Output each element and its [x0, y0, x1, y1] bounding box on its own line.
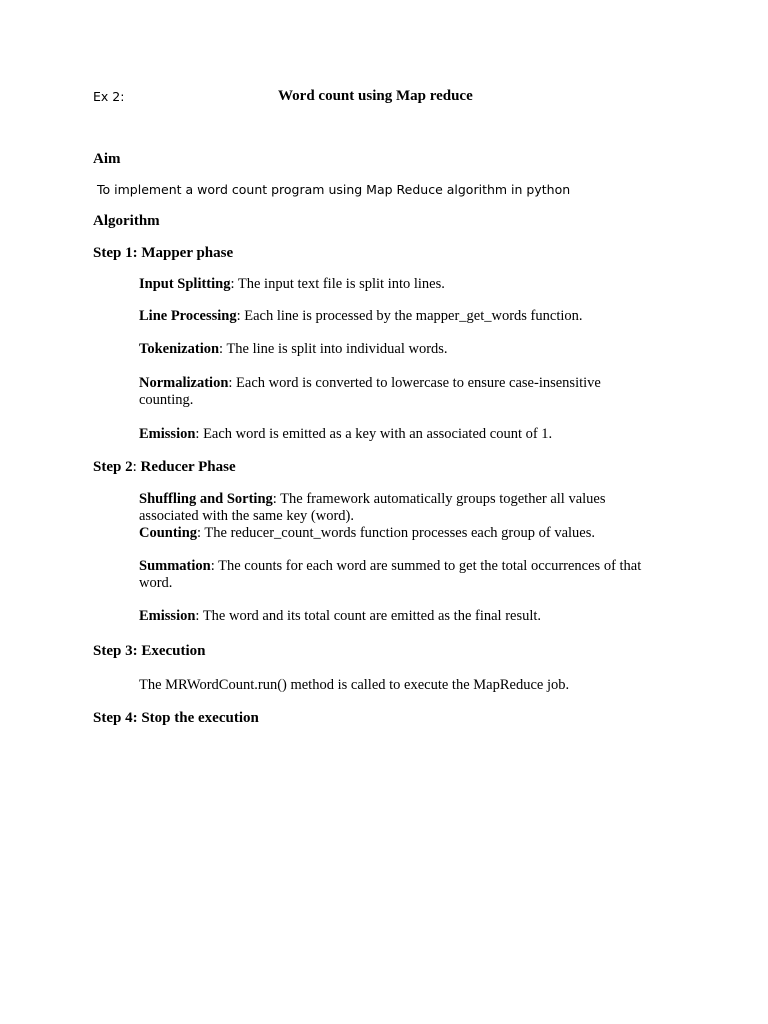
item-desc: : The counts for each word are summed to get the total occurrences of that word. — [139, 558, 642, 591]
step1-item-tokenization — [139, 341, 664, 358]
item-term: Summation — [139, 558, 211, 574]
step3-heading: Step 3: Execution — [93, 643, 206, 659]
item-desc: : The word and its total count are emitted as the final result. — [195, 608, 542, 624]
step1-item-input-splitting — [139, 276, 664, 293]
step2-title: Reducer Phase — [140, 459, 236, 475]
aim-text: To implement a word count program using Map Reduce algorithm in python — [97, 182, 571, 197]
item-desc: : Each word is emitted as a key with an associated count of 1. — [195, 426, 553, 442]
step1-heading: Step 1: Mapper phase — [93, 245, 234, 261]
step2-colon: : — [132, 459, 141, 475]
item-term: Emission — [139, 608, 196, 624]
step2-label: Step 2 — [93, 459, 133, 475]
item-desc: : The reducer_count_words function processes each group of values. — [197, 525, 595, 541]
item-term: Shuffling and Sorting — [139, 491, 273, 507]
item-term: Counting — [139, 525, 198, 541]
item-desc: : Each word is converted to lowercase to ensure case-insensitive counting. — [139, 375, 601, 408]
item-term: Normalization — [139, 375, 229, 391]
step1-item-line-processing — [139, 308, 664, 325]
item-desc: : Each line is processed by the mapper_get_words function. — [236, 308, 583, 324]
item-desc: : The input text file is split into lines. — [230, 276, 445, 292]
item-desc: : The line is split into individual words. — [219, 341, 448, 357]
step2-heading — [93, 459, 236, 476]
item-term: Line Processing — [139, 308, 237, 324]
step4-heading: Step 4: Stop the execution — [93, 710, 259, 726]
item-term: Tokenization — [139, 341, 220, 357]
item-term: Input Splitting — [139, 276, 231, 292]
step1-item-emission — [139, 426, 664, 443]
item-term: Emission — [139, 426, 196, 442]
step3-text: The MRWordCount.run() method is called to execute the MapReduce job. — [139, 677, 570, 693]
exercise-label: Ex 2: — [93, 89, 125, 104]
algorithm-heading: Algorithm — [93, 213, 160, 229]
step2-item-emission — [139, 608, 664, 625]
item-desc: : The framework automatically groups together all values associated with the same key (word). — [139, 491, 606, 524]
document-title: Word count using Map reduce — [278, 88, 473, 104]
step2-item-summation — [139, 558, 659, 592]
step2-item-shuffling-sorting — [139, 491, 644, 525]
step2-item-counting — [139, 525, 664, 542]
aim-heading: Aim — [93, 151, 121, 167]
step1-item-normalization — [139, 375, 644, 409]
